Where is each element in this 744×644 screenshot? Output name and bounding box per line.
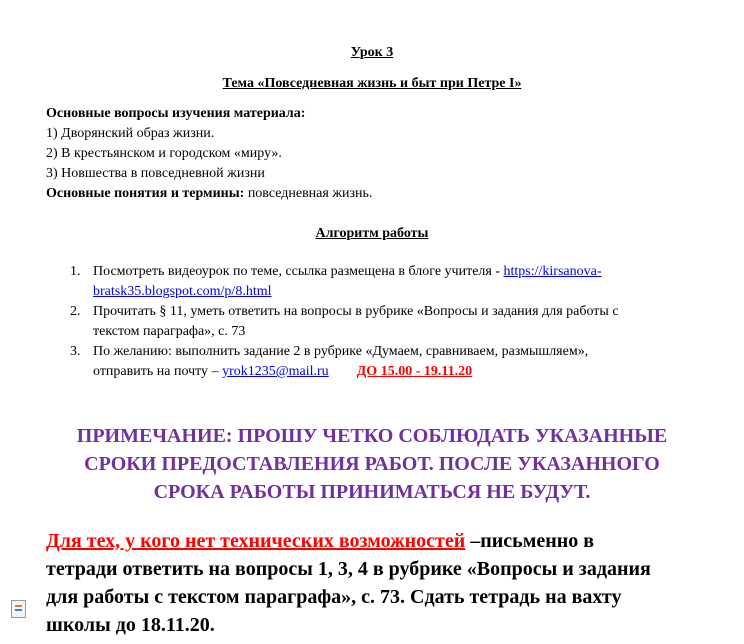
terms-label: Основные понятия и термины: bbox=[46, 186, 245, 201]
algorithm-heading: Алгоритм работы bbox=[315, 226, 429, 241]
questions-heading: Основные вопросы изучения материала: bbox=[46, 106, 306, 121]
topic-title: Тема «Повседневная жизнь и быт при Петре I» bbox=[222, 76, 522, 91]
step-text: Прочитать § 11, уметь ответить на вопросы в рубрике «Вопросы и задания для работы с bbox=[93, 304, 619, 319]
step-number: 2. bbox=[70, 304, 81, 319]
terms-line bbox=[46, 184, 372, 204]
step-text: Посмотреть видеоурок по теме, ссылка размещена в блоге учителя - bbox=[93, 264, 504, 279]
step-text: По желанию: выполнить задание 2 в рубрике «Думаем, сравниваем, размышляем», bbox=[93, 344, 589, 359]
terms-value: повседневная жизнь. bbox=[244, 186, 373, 201]
note-block bbox=[30, 422, 714, 506]
note-line: ПРИМЕЧАНИЕ: ПРОШУ ЧЕТКО СОБЛЮДАТЬ УКАЗАННЫЕ bbox=[76, 425, 668, 447]
step-item bbox=[70, 262, 710, 302]
question-item: 3) Новшества в повседневной жизни bbox=[46, 166, 265, 181]
step-item bbox=[70, 342, 710, 382]
steps-list bbox=[70, 262, 710, 382]
step-number: 3. bbox=[70, 344, 81, 359]
note-line: СРОКИ ПРЕДОСТАВЛЕНИЯ РАБОТ. ПОСЛЕ УКАЗАННОГО bbox=[84, 453, 660, 475]
question-item: 1) Дворянский образ жизни. bbox=[46, 126, 215, 141]
email-link[interactable]: yrok1235@mail.ru bbox=[222, 364, 329, 379]
lesson-title: Урок 3 bbox=[350, 45, 394, 60]
final-text: тетради ответить на вопросы 1, 3, 4 в рубрике «Вопросы и задания bbox=[46, 558, 651, 580]
final-text: –письменно в bbox=[465, 530, 595, 552]
note-line: СРОКА РАБОТЫ ПРИНИМАТЬСЯ НЕ БУДУТ. bbox=[153, 481, 591, 503]
final-text: для работы с текстом параграфа», с. 73. Сдать тетрадь на вахту bbox=[46, 586, 622, 608]
step-text: текстом параграфа», с. 73 bbox=[93, 324, 246, 339]
blog-link[interactable]: https://kirsanova- bbox=[503, 264, 602, 279]
step-text: отправить на почту – bbox=[93, 364, 223, 379]
final-paragraph bbox=[46, 527, 706, 639]
step-item bbox=[70, 302, 710, 342]
step-number: 1. bbox=[70, 264, 81, 279]
final-red-text: Для тех, у кого нет технических возможностей bbox=[46, 530, 466, 552]
blog-link-continued[interactable]: bratsk35.blogspot.com/p/8.html bbox=[93, 284, 272, 299]
document-icon bbox=[11, 600, 26, 618]
deadline-text: ДО 15.00 - 19.11.20 bbox=[356, 364, 473, 379]
question-item: 2) В крестьянском и городском «миру». bbox=[46, 146, 282, 161]
final-text: школы до 18.11.20. bbox=[46, 614, 215, 636]
